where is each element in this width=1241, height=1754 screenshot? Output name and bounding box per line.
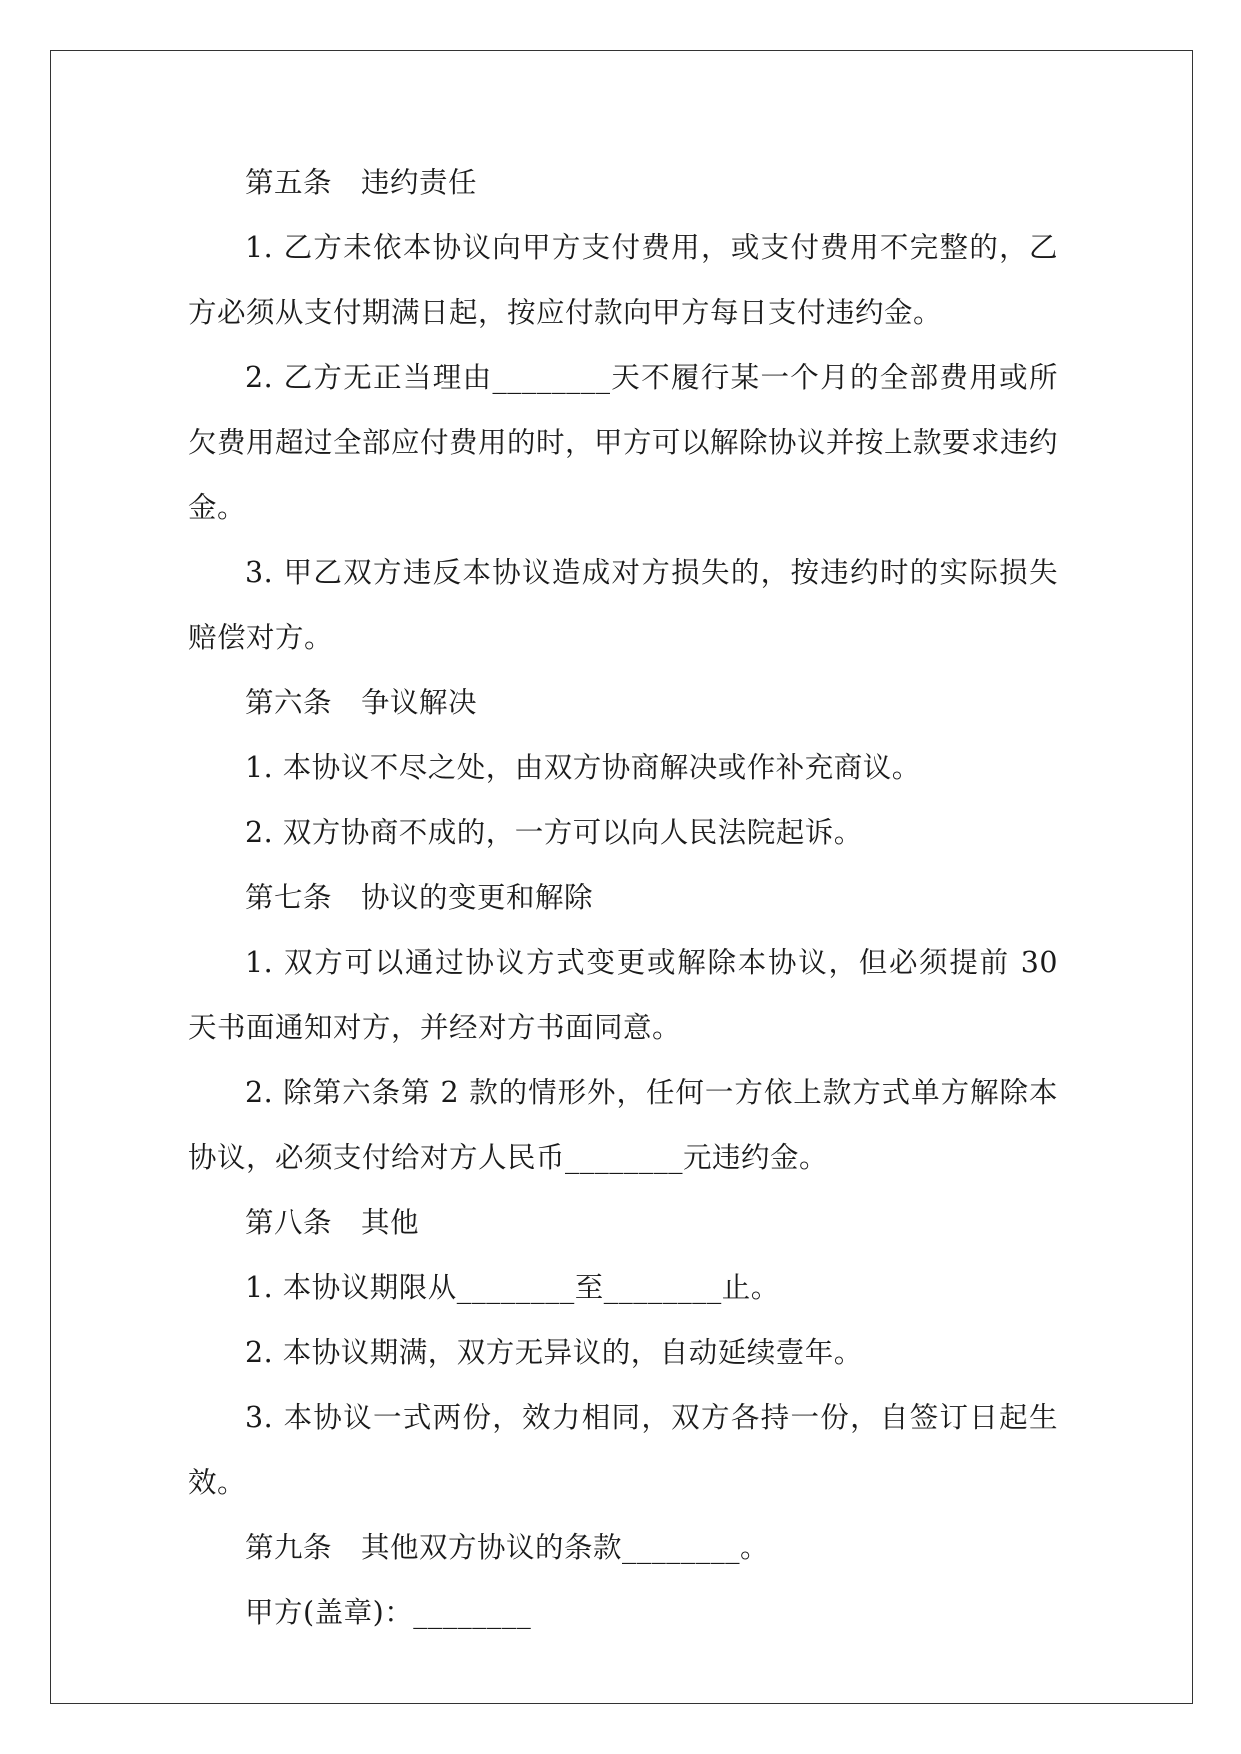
- article-5-clause-3: 3. 甲乙双方违反本协议造成对方损失的，按违约时的实际损失赔偿对方。: [188, 556, 1058, 654]
- article-7-heading: 第七条 协议的变更和解除: [245, 881, 594, 914]
- article-5-clause-2: 2. 乙方无正当理由________天不履行某一个月的全部费用或所欠费用超过全部应付费用的时，甲方可以解除协议并按上款要求违约金。: [188, 361, 1059, 524]
- article-5-heading: 第五条 违约责任: [245, 166, 478, 199]
- article-7-clause-2: 2. 除第六条第 2 款的情形外，任何一方依上款方式单方解除本协议，必须支付给对方人民币________元违约金。: [188, 1076, 1058, 1174]
- article-8-clause-2: 2. 本协议期满，双方无异议的，自动延续壹年。: [245, 1336, 863, 1369]
- party-a-seal-line: 甲方(盖章)：________: [245, 1596, 532, 1629]
- article-7-clause-1: 1. 双方可以通过协议方式变更或解除本协议，但必须提前 30 天书面通知对方，并经对方书面同意。: [188, 946, 1068, 1044]
- article-6-clause-2: 2. 双方协商不成的，一方可以向人民法院起诉。: [245, 816, 863, 849]
- document-body: [188, 150, 1068, 1645]
- article-6-clause-1: 1. 本协议不尽之处，由双方协商解决或作补充商议。: [245, 751, 921, 784]
- article-8-clause-1: 1. 本协议期限从________至________止。: [245, 1271, 780, 1304]
- article-8-clause-3: 3. 本协议一式两份，效力相同，双方各持一份，自签订日起生效。: [188, 1401, 1058, 1499]
- article-5-clause-1: 1. 乙方未依本协议向甲方支付费用，或支付费用不完整的，乙方必须从支付期满日起，按应付款向甲方每日支付违约金。: [188, 231, 1058, 329]
- article-6-heading: 第六条 争议解决: [245, 686, 478, 719]
- article-8-heading: 第八条 其他: [245, 1206, 420, 1239]
- article-9-heading: 第九条 其他双方协议的条款________。: [245, 1531, 770, 1564]
